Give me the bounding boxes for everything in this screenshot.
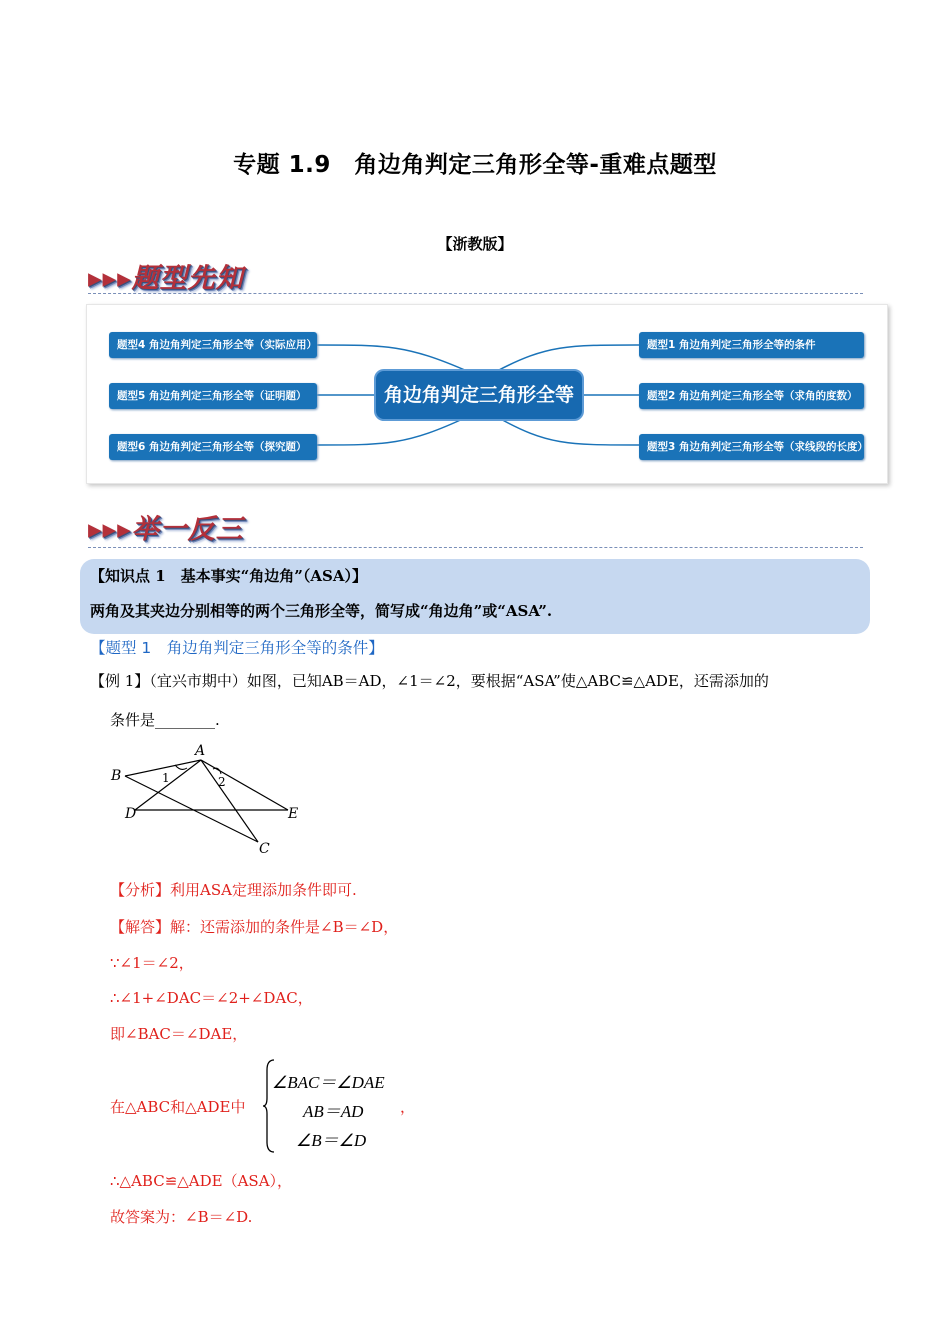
mindmap-center: 角边角判定三角形全等 <box>374 369 584 421</box>
example-1-blank: 条件是________. <box>110 711 220 729</box>
step-1: ∵∠1＝∠2， <box>110 954 194 972</box>
label-angle-1: 1 <box>162 771 170 785</box>
example-source: （宜兴市期中） <box>149 672 247 690</box>
answer-line: 【解答】解：还需添加的条件是∠B＝∠D， <box>110 918 399 936</box>
example-1-question <box>90 670 870 691</box>
system-line-2: AB＝AD <box>303 1102 364 1121</box>
mindmap-node-type1: 题型1 角边角判定三角形全等的条件 <box>639 332 864 358</box>
divider <box>88 293 863 294</box>
triangle-figure <box>105 738 315 858</box>
mindmap-node-type2: 题型2 角边角判定三角形全等（求角的度数） <box>639 383 864 409</box>
type1-heading: 【题型 1 角边角判定三角形全等的条件】 <box>90 639 384 657</box>
knowledge-point-title: 【知识点 1 基本事实“角边角”（ASA）】 <box>90 567 368 585</box>
label-B: B <box>111 768 122 784</box>
mindmap-node-type6: 题型6 角边角判定三角形全等（探究题） <box>109 434 317 460</box>
label-E: E <box>288 806 299 822</box>
system-line-3: ∠B＝∠D <box>296 1131 367 1150</box>
step-2: ∴∠1+∠DAC＝∠2+∠DAC， <box>110 989 313 1007</box>
practice-heading: ▸▸▸举一反三 <box>88 514 244 545</box>
knowledge-point-body: 两角及其夹边分别相等的两个三角形全等，简写成“角边角”或“ASA”. <box>90 602 553 620</box>
step-3: 即∠BAC＝∠DAE， <box>110 1025 248 1043</box>
page-title: 专题 1.9 角边角判定三角形全等-重难点题型 <box>233 152 717 178</box>
step-4-prefix: 在△ABC和△ADE中 <box>110 1098 246 1116</box>
final-answer: 故答案为：∠B＝∠D. <box>110 1208 253 1226</box>
overview-heading: ▸▸▸题型先知 <box>88 263 244 294</box>
divider <box>88 547 863 548</box>
example-text: 如图，已知AB＝AD，∠1＝∠2，要根据“ASA”使△ABC≌△ADE，还需添加的 <box>246 672 769 690</box>
mindmap <box>86 304 888 484</box>
mindmap-node-type4: 题型4 角边角判定三角形全等（实际应用） <box>109 332 317 358</box>
mindmap-node-type5: 题型5 角边角判定三角形全等（证明题） <box>109 383 317 409</box>
label-C: C <box>259 841 270 857</box>
system-line-1: ∠BAC＝∠DAE <box>272 1073 385 1092</box>
label-D: D <box>125 806 137 822</box>
step-5: ∴△ABC≌△ADE（ASA）， <box>110 1172 293 1190</box>
analysis-line: 【分析】利用ASA定理添加条件即可. <box>110 881 357 899</box>
edition-label: 【浙教版】 <box>437 235 513 253</box>
system-suffix: ， <box>400 1098 416 1116</box>
label-angle-2: 2 <box>218 775 226 789</box>
label-A: A <box>195 743 206 759</box>
mindmap-node-type3: 题型3 角边角判定三角形全等（求线段的长度） <box>639 434 864 460</box>
example-label: 【例 1】 <box>90 672 150 690</box>
